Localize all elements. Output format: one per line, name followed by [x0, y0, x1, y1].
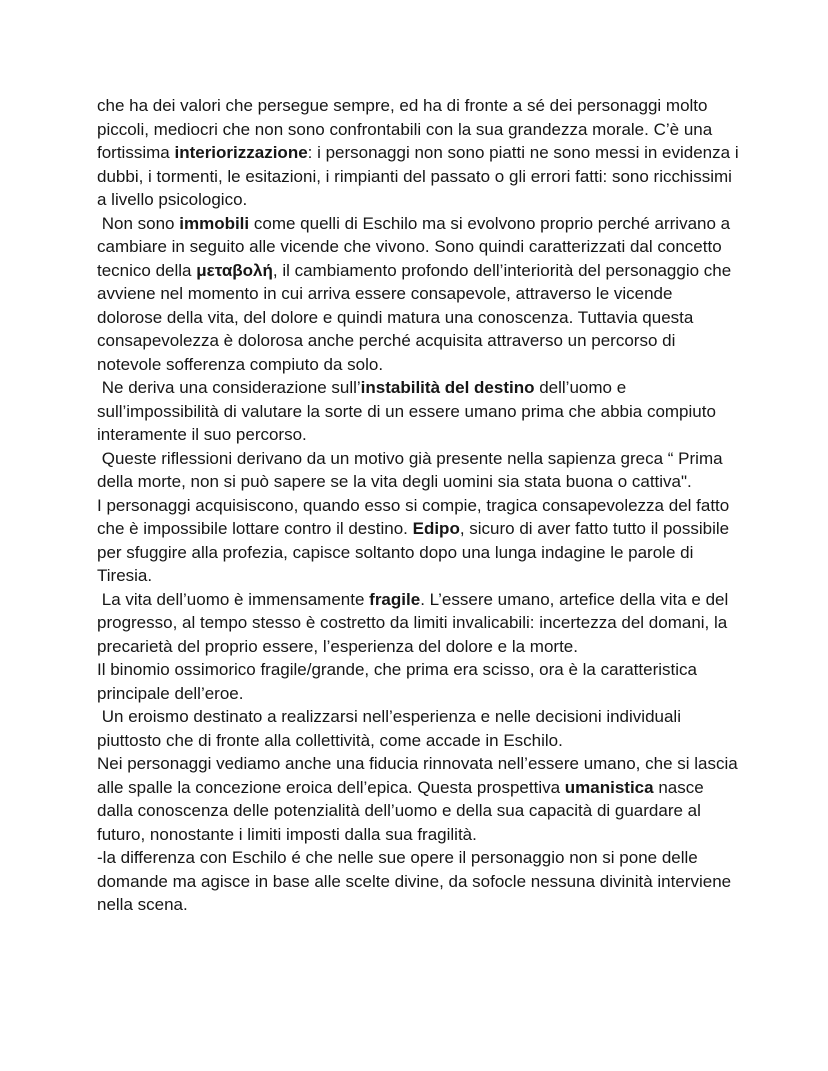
document-text — [97, 94, 744, 917]
paragraph — [97, 376, 739, 447]
paragraph — [97, 588, 739, 659]
text-run: Queste riflessioni derivano da un motivo già presente nella sapienza greca “ Prima della morte, non si può sapere se la vita degli uomini sia stata buona o cattiva". — [97, 448, 728, 491]
text-run: , il cambiamento profondo dell’interiorità del personaggio che avviene nel momento in cui arriva essere consapevole, attraverso le vicende dolorose della vita, del dolore e quindi matura una conoscenza. Tuttavia questa consapevolezza è dolorosa anche perché acquisita attraverso un percorso di notevole sofferenza compiuto da solo. — [97, 260, 736, 374]
bold-term: Edipo — [412, 519, 460, 538]
bold-term: μεταβολή — [196, 260, 273, 280]
text-run: , sicuro di aver fatto tutto il possibile per sfuggire alla profezia, capisce soltanto dopo una lunga indagine le parole di Tiresia. — [97, 519, 734, 585]
text-run: dell’uomo e sull’impossibilità di valutare la sorte di un essere umano prima che abbia compiuto interamente il suo percorso. — [97, 378, 721, 444]
text-run: : i personaggi non sono piatti ne sono messi in evidenza i dubbi, i tormenti, le esitazioni, i rimpianti del passato o gli errori fatti: sono ricchissimi a livello psicologico. — [97, 143, 744, 209]
paragraph — [97, 447, 739, 494]
text-run: Il binomio ossimorico fragile/grande, che prima era scisso, ora è la caratteristica principale dell’eroe. — [97, 660, 702, 703]
text-run: Nei personaggi vediamo anche una fiducia rinnovata nell’essere umano, che si lascia alle spalle la concezione eroica dell’epica. Questa prospettiva — [97, 754, 743, 797]
text-run: -la differenza con Eschilo é che nelle sue opere il personaggio non si pone delle domande ma agisce in base alle scelte divine, da sofocle nessuna divinità interviene nella scena. — [97, 848, 736, 914]
text-run: nasce dalla conoscenza delle potenzialità dell’uomo e della sua capacità di guardare al futuro, nonostante i limiti imposti dalla sua fragilità. — [97, 777, 709, 844]
bold-term: immobili — [179, 213, 250, 233]
text-run: . L’essere umano, artefice della vita e del progresso, al tempo stesso è costretto da limiti invalicabili: incertezza del domani, la precarietà del proprio essere, l’esperienza del dolore e la morte. — [97, 589, 733, 656]
bold-term: instabilità del destino — [360, 378, 535, 397]
text-run: Ne deriva una considerazione sull’ — [97, 378, 361, 397]
text-run: I personaggi acquisiscono, quando esso si compie, tragica consapevolezza del fatto che è impossibile lottare contro il destino. — [97, 495, 734, 538]
paragraph — [97, 846, 739, 917]
text-run: Non sono — [97, 213, 180, 233]
text-run: Un eroismo destinato a realizzarsi nell’esperienza e nelle decisioni individuali piuttosto che di fronte alla collettività, come accade in Eschilo. — [97, 707, 686, 750]
bold-term: fragile — [369, 589, 421, 609]
paragraph — [97, 494, 739, 588]
paragraph — [97, 705, 739, 752]
paragraph — [97, 212, 739, 377]
paragraph — [97, 752, 743, 846]
text-run: che ha dei valori che persegue sempre, ed ha di fronte a sé dei personaggi molto piccoli, mediocri che non sono confrontabili con la sua grandezza morale. C’è una fortissima — [97, 96, 717, 162]
bold-term: umanistica — [564, 777, 654, 797]
text-run: come quelli di Eschilo ma si evolvono proprio perché arrivano a cambiare in seguito alle vicende che vivono. Sono quindi caratterizzati dal concetto tecnico della — [97, 213, 735, 280]
text-run: La vita dell’uomo è immensamente — [97, 589, 370, 609]
bold-term: interiorizzazione — [174, 143, 308, 162]
paragraph — [97, 658, 739, 705]
paragraph — [97, 94, 744, 212]
